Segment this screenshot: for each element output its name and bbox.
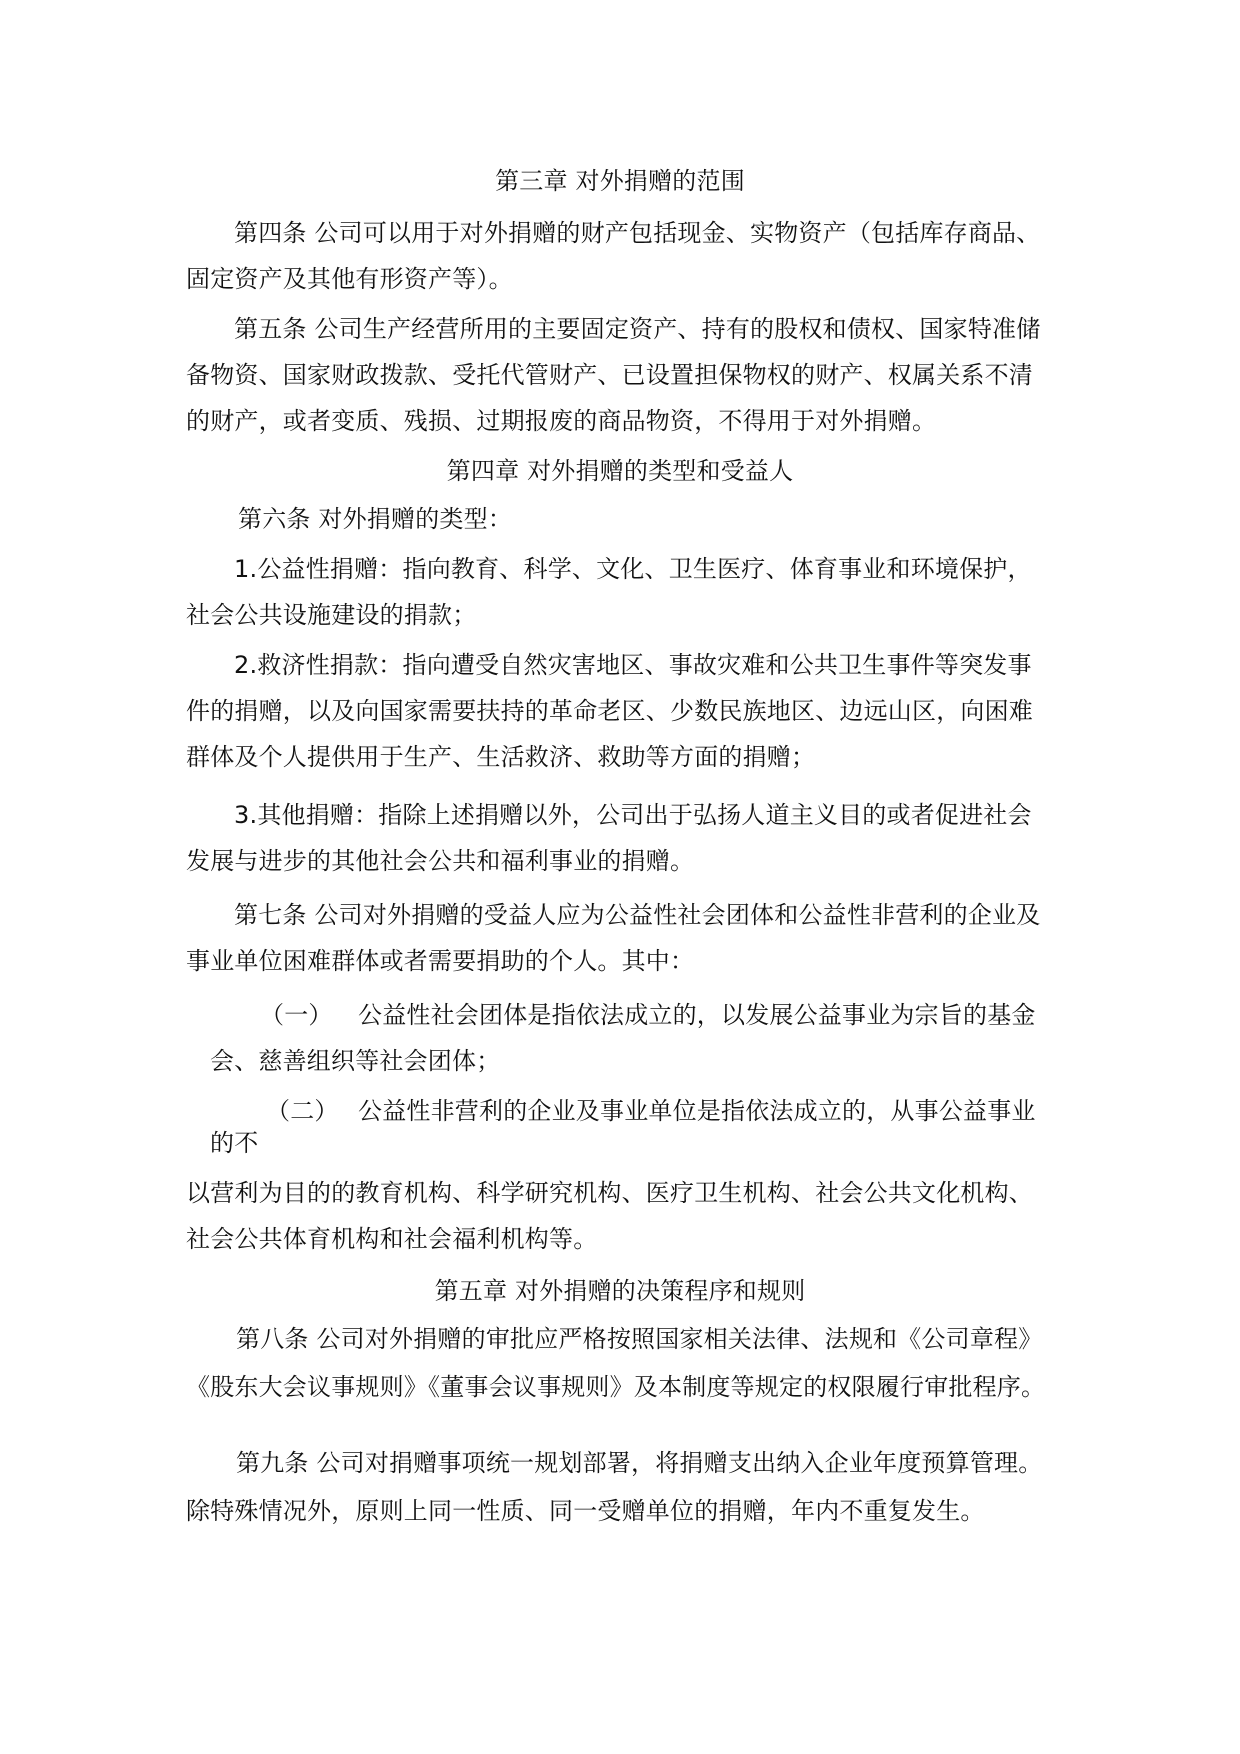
article-7-line-1: 第七条 公司对外捐赠的受益人应为公益性社会团体和公益性非营利的企业及 [234,901,1041,929]
list-item-3-line-2: 发展与进步的其他社会公共和福利事业的捐赠。 [186,847,695,875]
list-item-2-number: 2. [234,651,258,679]
article-8-line-1: 第八条 公司对外捐赠的审批应严格按照国家相关法律、法规和《公司章程》 [236,1325,1043,1353]
list-item-1-text: 公益性捐赠：指向教育、科学、文化、卫生医疗、体育事业和环境保护， [257,555,1032,583]
list-item-3 [234,800,1032,830]
list-item-1-number: 1. [234,555,258,583]
list-item-2-line-3: 群体及个人提供用于生产、生活救济、救助等方面的捐赠； [186,743,816,771]
list-item-2-line-2: 件的捐赠，以及向国家需要扶持的革命老区、少数民族地区、边远山区，向困难 [186,697,1033,725]
article-7-sub-2-line-3: 以营利为目的的教育机构、科学研究机构、医疗卫生机构、社会公共文化机构、 [186,1179,1033,1207]
article-4-line-2: 固定资产及其他有形资产等）。 [186,265,513,293]
article-4-line-1: 第四条 公司可以用于对外捐赠的财产包括现金、实物资产（包括库存商品、 [234,219,1041,247]
article-7-sub-1-line-2: 会、慈善组织等社会团体； [210,1047,501,1075]
list-item-2-text: 救济性捐款：指向遭受自然灾害地区、事故灾难和公共卫生事件等突发事 [257,651,1032,679]
article-5-line-2: 备物资、国家财政拨款、受托代管财产、已设置担保物权的财产、权属关系不清 [186,361,1033,389]
chapter-4-heading: 第四章 对外捐赠的类型和受益人 [446,457,794,485]
list-item-1 [234,554,1032,584]
list-item-3-number: 3. [234,801,258,829]
article-7-sub-2-line-2: 的不 [210,1129,259,1157]
article-7-sub-2-line-4: 社会公共体育机构和社会福利机构等。 [186,1225,598,1253]
article-8-line-2: 《股东大会议事规则》《董事会议事规则》及本制度等规定的权限履行审批程序。 [186,1373,1046,1401]
article-7-sub-2-label: （二） [266,1097,339,1125]
list-item-3-text: 其他捐赠：指除上述捐赠以外，公司出于弘扬人道主义目的或者促进社会 [257,801,1032,829]
article-9-line-1: 第九条 公司对捐赠事项统一规划部署，将捐赠支出纳入企业年度预算管理。 [236,1449,1043,1477]
list-item-1-line-2: 社会公共设施建设的捐款； [186,601,477,629]
article-5-line-1: 第五条 公司生产经营所用的主要固定资产、持有的股权和债权、国家特准储 [234,315,1041,343]
chapter-3-heading: 第三章 对外捐赠的范围 [495,167,745,195]
article-9-line-2: 除特殊情况外，原则上同一性质、同一受赠单位的捐赠，年内不重复发生。 [186,1497,985,1525]
chapter-5-heading: 第五章 对外捐赠的决策程序和规则 [434,1277,806,1305]
article-7-sub-2-line-1: 公益性非营利的企业及事业单位是指依法成立的，从事公益事业 [358,1097,1036,1125]
article-7-line-2: 事业单位困难群体或者需要捐助的个人。其中： [186,947,695,975]
article-6-line-1: 第六条 对外捐赠的类型： [238,505,513,533]
article-7-sub-1-label: （一） [260,1001,333,1029]
article-7-sub-1-line-1: 公益性社会团体是指依法成立的，以发展公益事业为宗旨的基金 [358,1001,1036,1029]
list-item-2 [234,650,1032,680]
article-5-line-3: 的财产，或者变质、残损、过期报废的商品物资，不得用于对外捐赠。 [186,407,937,435]
